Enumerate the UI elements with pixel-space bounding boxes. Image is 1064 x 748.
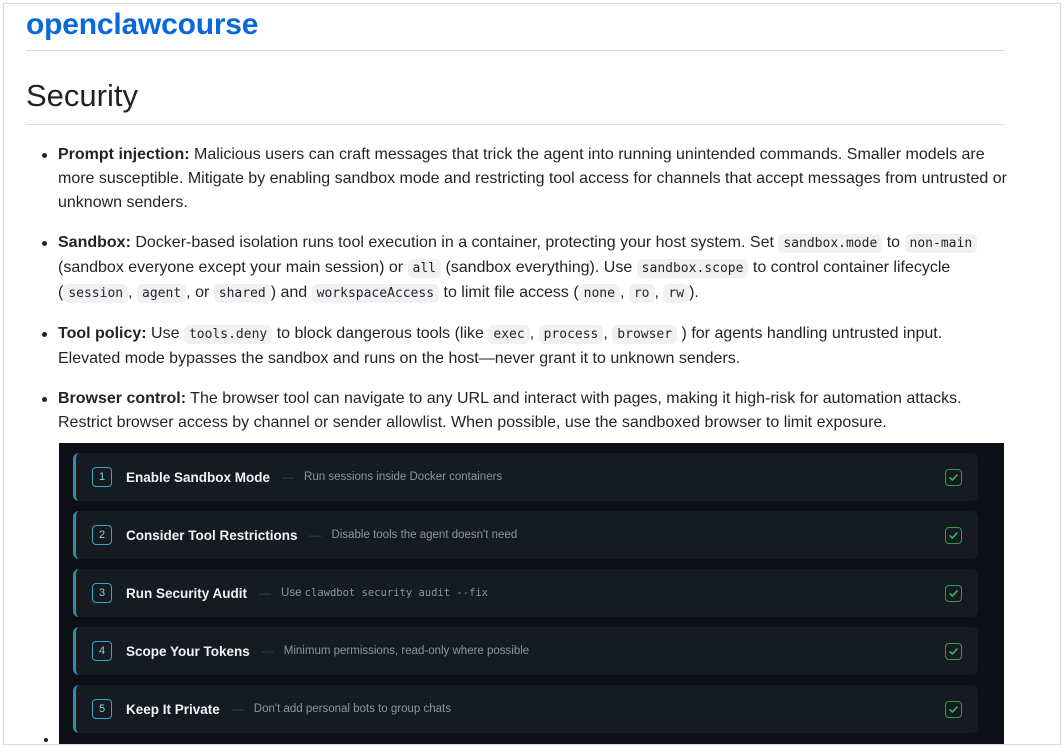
list-item-sandbox (26, 231, 1008, 306)
item-term: Prompt injection: (58, 146, 190, 163)
step-number-badge: 2 (92, 525, 112, 545)
item-text: , or (186, 284, 210, 301)
item-text: , (529, 325, 535, 342)
check-icon (945, 643, 962, 660)
item-text: , (654, 284, 659, 301)
checklist-step (73, 685, 978, 733)
step-number-badge: 1 (92, 467, 112, 487)
step-description: Run sessions inside Docker containers (304, 471, 503, 483)
step-description (281, 587, 488, 599)
step-command: clawdbot security audit --fix (304, 587, 488, 599)
item-text: to control container lifecycle ( (58, 259, 951, 301)
step-separator: — (231, 702, 244, 716)
item-text: to limit file access ( (443, 284, 579, 301)
inline-code: all (408, 259, 441, 278)
check-icon (945, 527, 962, 544)
divider (26, 124, 1005, 125)
list-item-tool-policy (26, 322, 1008, 371)
security-checklist-image (59, 443, 1004, 745)
item-text: ) for agents handling untrusted input. Elevated mode bypasses the sandbox and runs on the host—never grant it to unknown senders. (58, 325, 943, 367)
step-title: Enable Sandbox Mode (126, 469, 271, 485)
item-term: Browser control: (58, 390, 187, 407)
item-text: (sandbox everyone except your main session) or (58, 259, 404, 276)
inline-code: sandbox.mode (778, 234, 882, 253)
divider (26, 50, 1005, 51)
checklist-step (73, 627, 978, 675)
security-list (26, 143, 1005, 435)
item-text: (sandbox everything). Use (445, 259, 633, 276)
check-icon (945, 469, 962, 486)
item-text: to (886, 234, 901, 251)
item-term: Sandbox: (58, 234, 131, 251)
inline-code: shared (214, 284, 271, 303)
list-bullet (44, 738, 48, 742)
inline-code: workspaceAccess (312, 284, 439, 303)
inline-code: non-main (905, 234, 978, 253)
inline-code: ro (629, 284, 655, 303)
item-text: Malicious users can craft messages that trick the agent into running unintended commands. Smaller models are more susceptible. Mitigate by enabling sandbox mode and restricting tool access for channels that accept messages from untrusted or unknown senders. (58, 146, 1007, 211)
inline-code: exec (488, 325, 529, 344)
readme-content (26, 4, 1005, 451)
step-description: Minimum permissions, read-only where possible (283, 645, 530, 657)
item-term: Tool policy: (58, 325, 147, 342)
step-number-badge: 3 (92, 583, 112, 603)
item-text: Docker-based isolation runs tool execution in a container, protecting your host system. Set (135, 234, 774, 251)
check-icon (945, 585, 962, 602)
page-frame (3, 3, 1061, 745)
check-icon (945, 701, 962, 718)
list-item-prompt-injection (26, 143, 1008, 215)
inline-code: rw (663, 284, 689, 303)
list-item-browser-control (26, 387, 1008, 435)
inline-code: agent (137, 284, 186, 303)
item-text: , (603, 325, 608, 342)
inline-code: process (539, 325, 604, 344)
checklist-step (73, 569, 978, 617)
step-separator: — (309, 528, 322, 542)
step-title: Scope Your Tokens (126, 643, 250, 659)
step-title: Keep It Private (126, 701, 220, 717)
item-text: , (128, 284, 133, 301)
checklist-step (73, 511, 978, 559)
checklist-step (73, 453, 978, 501)
inline-code: none (579, 284, 620, 303)
step-title: Consider Tool Restrictions (126, 527, 298, 543)
step-description-prefix: Use (281, 587, 302, 599)
step-number-badge: 5 (92, 699, 112, 719)
inline-code: sandbox.scope (637, 259, 749, 278)
item-text: , (619, 284, 625, 301)
step-separator: — (261, 644, 274, 658)
step-description: Don't add personal bots to group chats (253, 703, 451, 715)
step-number-badge: 4 (92, 641, 112, 661)
repo-title-link[interactable]: openclawcourse (26, 8, 259, 41)
section-heading: Security (26, 78, 138, 113)
inline-code: tools.deny (184, 325, 272, 344)
step-title: Run Security Audit (126, 585, 248, 601)
step-separator: — (282, 470, 295, 484)
item-text: ) and (270, 284, 308, 301)
inline-code: session (63, 284, 128, 303)
item-text: The browser tool can navigate to any URL and interact with pages, making it high-risk for automation attacks. Restrict browser access by channel or sender allowlist. When possible, use the sandboxed browser to limit exposure. (58, 390, 962, 431)
inline-code: browser (612, 325, 677, 344)
item-text: Use (151, 325, 180, 342)
item-text: to block dangerous tools (like (276, 325, 484, 342)
step-description: Disable tools the agent doesn't need (331, 529, 518, 541)
step-separator: — (259, 586, 272, 600)
item-text: ). (689, 284, 699, 301)
